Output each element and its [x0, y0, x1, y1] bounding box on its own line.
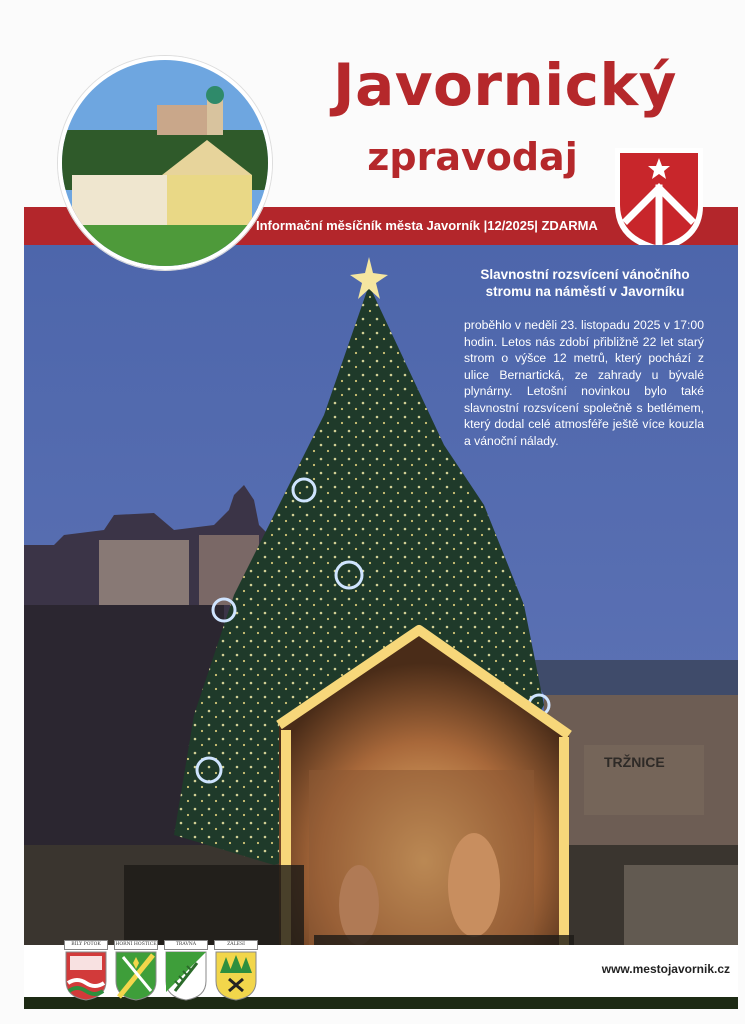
village-label: ZÁLESÍ: [214, 940, 258, 950]
village-label: TRAVNÁ: [164, 940, 208, 950]
village-emblem-zalesi: [214, 940, 258, 1002]
village-label: BÍLÝ POTOK: [64, 940, 108, 950]
village-emblem-travna: [164, 940, 208, 1002]
village-label: HORNÍ HOŠTICE: [114, 940, 158, 950]
masthead-title: Javornický: [333, 51, 677, 119]
website-link[interactable]: www.mestojavornik.cz: [601, 962, 730, 976]
village-emblem-bily-potok: [64, 940, 108, 1002]
zalesi-shield-icon: [215, 951, 257, 1001]
horni-hostice-shield-icon: [115, 951, 157, 1001]
bily-potok-shield-icon: [65, 951, 107, 1001]
village-emblem-horni-hostice: [114, 940, 158, 1002]
article-body: proběhlo v neděli 23. listopadu 2025 v 17:00 hodin. Letos nás zdobí přibližně 22 let starý strom o výšce 12 metrů, který pochází z ulice Bernartická, ze zahrady u bývalé plynárny. Letošní novinkou bylo také slavnostní rozsvícení společně s betlémem, který dodal celé atmosféře ještě více kouzla a vánoční nálady.: [464, 318, 704, 448]
market-hall-sign: TRŽNICE: [604, 754, 665, 770]
travna-shield-icon: [165, 951, 207, 1001]
masthead-subtitle: zpravodaj: [367, 135, 578, 179]
article-heading: Slavnostní rozsvícení vánočního stromu na náměstí v Javorníku: [480, 267, 690, 299]
issue-info: Informační měsíčník města Javorník |12/2025| ZDARMA: [256, 218, 598, 233]
town-coat-of-arms: [613, 146, 705, 254]
castle-inset-photo: [58, 56, 272, 270]
